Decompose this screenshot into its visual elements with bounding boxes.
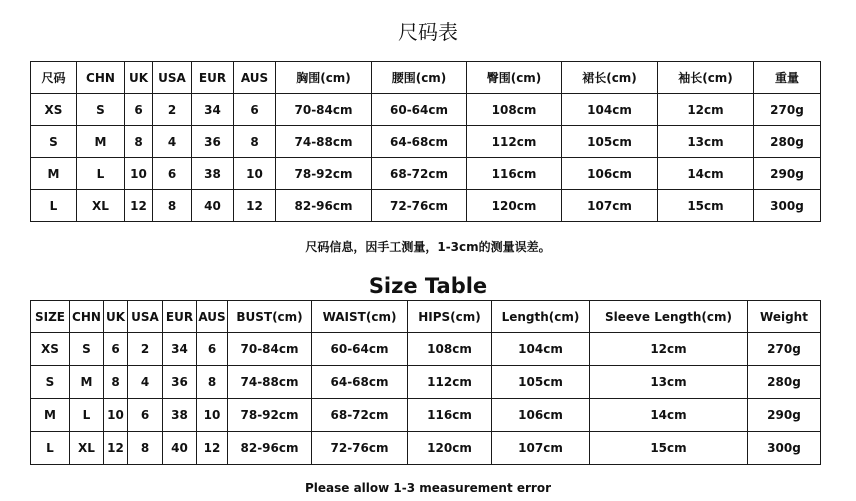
table-cell: 60-64cm bbox=[312, 333, 408, 366]
table-cell: 34 bbox=[163, 333, 197, 366]
table-row bbox=[31, 399, 821, 432]
table-cell: 70-84cm bbox=[276, 94, 372, 126]
table-row bbox=[31, 190, 821, 222]
table-cell: 15cm bbox=[590, 432, 748, 465]
table-cell: 34 bbox=[192, 94, 234, 126]
column-header: HIPS(cm) bbox=[408, 301, 492, 333]
column-header: Length(cm) bbox=[492, 301, 590, 333]
column-header: 腰围(cm) bbox=[372, 62, 467, 94]
table-row bbox=[31, 366, 821, 399]
table-cell: 2 bbox=[128, 333, 163, 366]
table-cell: 78-92cm bbox=[228, 399, 312, 432]
column-header: Weight bbox=[748, 301, 821, 333]
table-cell: 270g bbox=[754, 94, 821, 126]
size-table-cn bbox=[30, 61, 821, 222]
table-cell: 74-88cm bbox=[276, 126, 372, 158]
table-row bbox=[31, 126, 821, 158]
column-header: 尺码 bbox=[31, 62, 77, 94]
table-cell: 36 bbox=[192, 126, 234, 158]
size-table-en bbox=[30, 300, 821, 465]
table-row bbox=[31, 333, 821, 366]
column-header: UK bbox=[125, 62, 153, 94]
table-cell: 12cm bbox=[658, 94, 754, 126]
table-cell: 10 bbox=[104, 399, 128, 432]
table-cell: 300g bbox=[748, 432, 821, 465]
table-cell: 280g bbox=[748, 366, 821, 399]
column-header: BUST(cm) bbox=[228, 301, 312, 333]
column-header: 裙长(cm) bbox=[562, 62, 658, 94]
table-cell: XL bbox=[77, 190, 125, 222]
table-cell: 8 bbox=[128, 432, 163, 465]
table-cell: L bbox=[31, 432, 70, 465]
table-cell: 6 bbox=[153, 158, 192, 190]
table-cell: 70-84cm bbox=[228, 333, 312, 366]
table-cell: 72-76cm bbox=[312, 432, 408, 465]
table-cell: 12 bbox=[234, 190, 276, 222]
table-cell: 6 bbox=[234, 94, 276, 126]
column-header: CHN bbox=[77, 62, 125, 94]
measurement-note-cn: 尺码信息，因手工测量，1-3cm的测量误差。 bbox=[305, 240, 551, 254]
table-cell: 105cm bbox=[562, 126, 658, 158]
table-cell: 10 bbox=[234, 158, 276, 190]
table-cell: 6 bbox=[128, 399, 163, 432]
table-cell: 116cm bbox=[408, 399, 492, 432]
table-cell: 10 bbox=[197, 399, 228, 432]
table-cell: 40 bbox=[192, 190, 234, 222]
table-row bbox=[31, 432, 821, 465]
table-cell: 104cm bbox=[562, 94, 658, 126]
table-cell: 13cm bbox=[590, 366, 748, 399]
table-cell: 112cm bbox=[408, 366, 492, 399]
table-cell: 106cm bbox=[492, 399, 590, 432]
column-header: UK bbox=[104, 301, 128, 333]
column-header: EUR bbox=[192, 62, 234, 94]
table-cell: L bbox=[31, 190, 77, 222]
table-cell: 4 bbox=[153, 126, 192, 158]
table-cell: 8 bbox=[104, 366, 128, 399]
table-cell: 8 bbox=[234, 126, 276, 158]
size-chart-title-en: Size Table bbox=[368, 274, 488, 298]
column-header: Sleeve Length(cm) bbox=[590, 301, 748, 333]
table-cell: 36 bbox=[163, 366, 197, 399]
measurement-note-en: Please allow 1-3 measurement error bbox=[304, 481, 551, 495]
table-cell: 120cm bbox=[467, 190, 562, 222]
column-header: 臀围(cm) bbox=[467, 62, 562, 94]
table-cell: 64-68cm bbox=[372, 126, 467, 158]
table-cell: 105cm bbox=[492, 366, 590, 399]
table-cell: 64-68cm bbox=[312, 366, 408, 399]
table-cell: 12 bbox=[125, 190, 153, 222]
column-header: USA bbox=[128, 301, 163, 333]
table-cell: 38 bbox=[192, 158, 234, 190]
column-header: 袖长(cm) bbox=[658, 62, 754, 94]
table-cell: 12cm bbox=[590, 333, 748, 366]
table-cell: 8 bbox=[125, 126, 153, 158]
table-cell: 6 bbox=[197, 333, 228, 366]
table-cell: S bbox=[77, 94, 125, 126]
table-cell: 82-96cm bbox=[276, 190, 372, 222]
table-row bbox=[31, 158, 821, 190]
table-cell: 78-92cm bbox=[276, 158, 372, 190]
column-header: EUR bbox=[163, 301, 197, 333]
table-cell: XS bbox=[31, 333, 70, 366]
table-cell: 108cm bbox=[408, 333, 492, 366]
table-cell: 12 bbox=[104, 432, 128, 465]
table-cell: L bbox=[77, 158, 125, 190]
column-header: USA bbox=[153, 62, 192, 94]
table-cell: 106cm bbox=[562, 158, 658, 190]
column-header: WAIST(cm) bbox=[312, 301, 408, 333]
table-cell: M bbox=[31, 399, 70, 432]
column-header: SIZE bbox=[31, 301, 70, 333]
table-cell: 108cm bbox=[467, 94, 562, 126]
table-cell: 8 bbox=[197, 366, 228, 399]
table-cell: S bbox=[31, 126, 77, 158]
table-cell: 40 bbox=[163, 432, 197, 465]
table-cell: 82-96cm bbox=[228, 432, 312, 465]
table-cell: 107cm bbox=[562, 190, 658, 222]
table-header-row bbox=[31, 62, 821, 94]
table-cell: 38 bbox=[163, 399, 197, 432]
table-cell: 60-64cm bbox=[372, 94, 467, 126]
table-cell: 116cm bbox=[467, 158, 562, 190]
table-cell: 8 bbox=[153, 190, 192, 222]
column-header: 胸围(cm) bbox=[276, 62, 372, 94]
table-cell: 107cm bbox=[492, 432, 590, 465]
table-cell: XL bbox=[70, 432, 104, 465]
table-cell: 15cm bbox=[658, 190, 754, 222]
table-cell: 6 bbox=[125, 94, 153, 126]
table-cell: L bbox=[70, 399, 104, 432]
table-cell: 72-76cm bbox=[372, 190, 467, 222]
size-chart-title-cn: 尺码表 bbox=[398, 20, 458, 44]
table-cell: S bbox=[70, 333, 104, 366]
table-cell: S bbox=[31, 366, 70, 399]
table-cell: M bbox=[31, 158, 77, 190]
table-cell: 290g bbox=[754, 158, 821, 190]
table-cell: 300g bbox=[754, 190, 821, 222]
table-cell: 13cm bbox=[658, 126, 754, 158]
table-header-row bbox=[31, 301, 821, 333]
table-cell: 14cm bbox=[590, 399, 748, 432]
table-cell: 14cm bbox=[658, 158, 754, 190]
table-cell: 4 bbox=[128, 366, 163, 399]
table-row bbox=[31, 94, 821, 126]
table-cell: 2 bbox=[153, 94, 192, 126]
table-cell: 120cm bbox=[408, 432, 492, 465]
table-cell: XS bbox=[31, 94, 77, 126]
table-cell: M bbox=[77, 126, 125, 158]
table-cell: 10 bbox=[125, 158, 153, 190]
table-cell: 290g bbox=[748, 399, 821, 432]
table-cell: 68-72cm bbox=[312, 399, 408, 432]
table-cell: 104cm bbox=[492, 333, 590, 366]
table-cell: 12 bbox=[197, 432, 228, 465]
column-header: AUS bbox=[234, 62, 276, 94]
column-header: 重量 bbox=[754, 62, 821, 94]
table-cell: 112cm bbox=[467, 126, 562, 158]
table-cell: 68-72cm bbox=[372, 158, 467, 190]
table-cell: 270g bbox=[748, 333, 821, 366]
column-header: CHN bbox=[70, 301, 104, 333]
table-cell: 6 bbox=[104, 333, 128, 366]
table-cell: 280g bbox=[754, 126, 821, 158]
table-cell: M bbox=[70, 366, 104, 399]
column-header: AUS bbox=[197, 301, 228, 333]
table-cell: 74-88cm bbox=[228, 366, 312, 399]
